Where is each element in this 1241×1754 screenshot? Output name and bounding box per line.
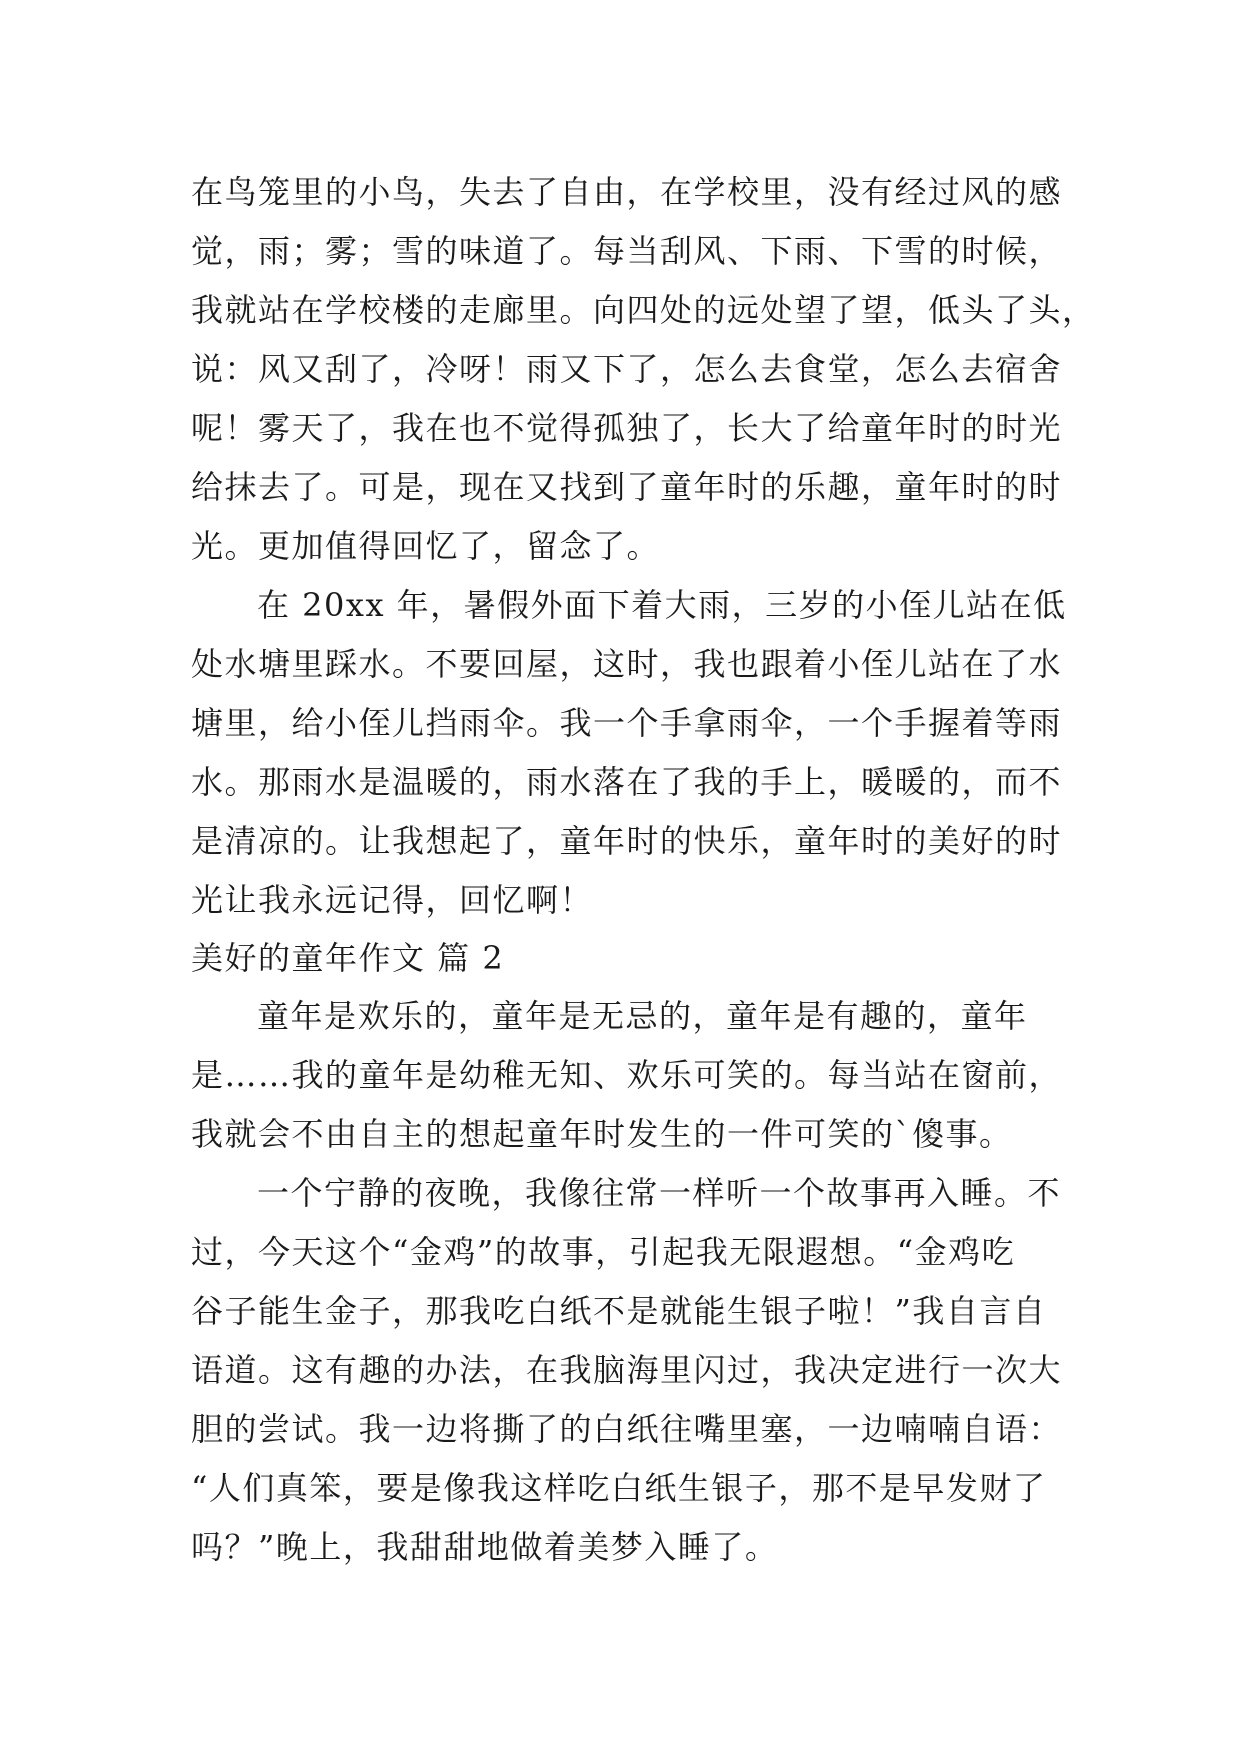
text-line: 是清凉的。让我想起了，童年时的快乐，童年时的美好的时 (191, 822, 1063, 860)
text-line: 是……我的童年是幼稚无知、欢乐可笑的。每当站在窗前， (191, 1056, 1063, 1094)
section-heading: 美好的童年作文 篇 2 (191, 939, 505, 977)
text-line: 说：风又刮了，冷呀！雨又下了，怎么去食堂，怎么去宿舍 (191, 350, 1063, 388)
text-line: 我就会不由自主的想起童年时发生的一件可笑的`傻事。 (191, 1115, 1013, 1153)
text-line: “人们真笨，要是像我这样吃白纸生银子，那不是早发财了 (191, 1469, 1047, 1507)
text-line: 塘里，给小侄儿挡雨伞。我一个手拿雨伞，一个手握着等雨 (191, 704, 1063, 742)
text-line: 水。那雨水是温暖的，雨水落在了我的手上，暖暖的，而不 (191, 763, 1063, 801)
document-body (191, 163, 1096, 1577)
paragraph-first-line: 童年是欢乐的，童年是无忌的，童年是有趣的，童年 (257, 997, 1028, 1035)
text-line: 谷子能生金子，那我吃白纸不是就能生银子啦！”我自言自 (191, 1292, 1047, 1330)
text-line: 觉，雨；雾；雪的味道了。每当刮风、下雨、下雪的时候， (191, 232, 1063, 270)
text-line: 吗？”晚上，我甜甜地做着美梦入睡了。 (191, 1528, 779, 1566)
text-line: 我就站在学校楼的走廊里。向四处的远处望了望，低头了头， (191, 291, 1096, 329)
text-line: 语道。这有趣的办法，在我脑海里闪过，我决定进行一次大 (191, 1351, 1063, 1389)
text-line: 给抹去了。可是，现在又找到了童年时的乐趣，童年时的时 (191, 468, 1063, 506)
text-line: 胆的尝试。我一边将撕了的白纸往嘴里塞，一边喃喃自语： (191, 1410, 1063, 1448)
text-line: 光。更加值得回忆了，留念了。 (191, 527, 661, 565)
text-line: 在鸟笼里的小鸟，失去了自由，在学校里，没有经过风的感 (191, 173, 1063, 211)
text-line: 光让我永远记得，回忆啊！ (191, 881, 594, 919)
text-line: 处水塘里踩水。不要回屋，这时，我也跟着小侄儿站在了水 (191, 645, 1063, 683)
paragraph-first-line: 一个宁静的夜晚，我像往常一样听一个故事再入睡。不 (257, 1174, 1062, 1212)
text-line: 呢！雾天了，我在也不觉得孤独了，长大了给童年时的时光 (191, 409, 1063, 447)
text-line: 过，今天这个“金鸡”的故事，引起我无限遐想。“金鸡吃 (191, 1233, 1016, 1271)
paragraph-first-line: 在 20xx 年，暑假外面下着大雨，三岁的小侄儿站在低 (257, 586, 1067, 624)
